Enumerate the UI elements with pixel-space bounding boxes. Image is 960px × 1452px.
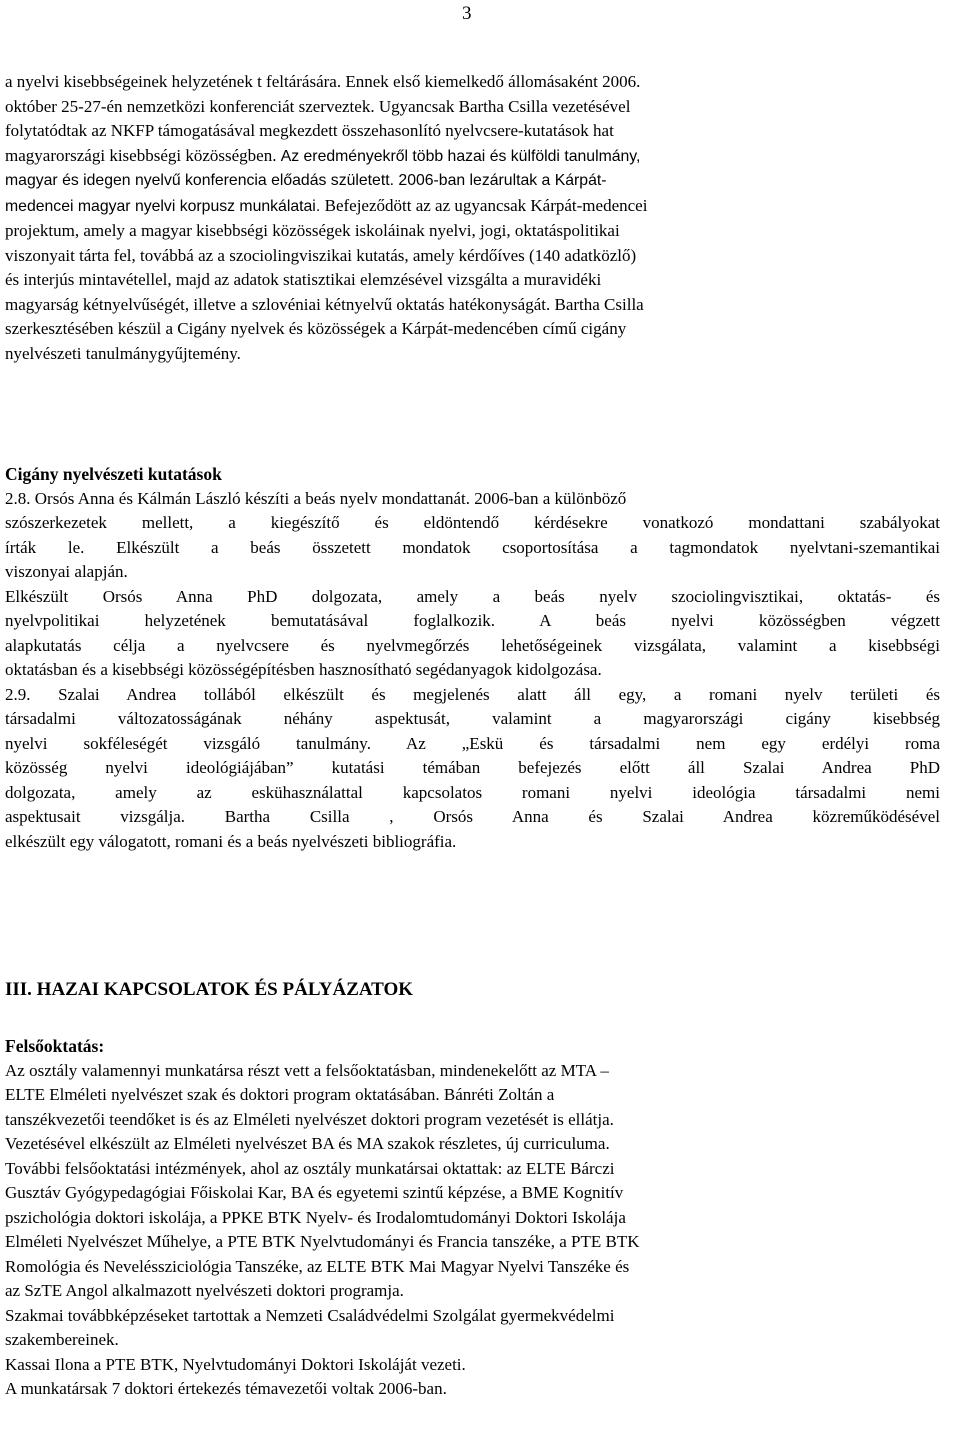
text-segment-serif: Befejeződött az az ugyancsak Kárpát-medencei [324,195,648,215]
text-line: elkészült egy válogatott, romani és a beás nyelvészeti bibliográfia. [5,831,457,851]
text-line: Elkészült Orsós Anna PhD dolgozata, amely a beás nyelv szociolingvisztikai, oktatás- és [5,586,940,606]
text-line: magyar és idegen nyelvű konferencia előadás született. 2006-ban lezárultak a Kárpát- [5,172,607,189]
text-line: Elméleti Nyelvészet Műhelye, a PTE BTK Nyelvtudományi és Francia tanszéke, a PTE BTK [5,1232,640,1251]
text-line: társadalmi változatosságának néhány aspektusát, valamint a magyarországi cigány kisebbség [5,709,940,728]
text-segment-serif: magyarországi kisebbségi közösségben. [5,145,281,165]
text-line: október 25-27-én nemzetközi konferenciát szerveztek. Ugyancsak Bartha Csilla vezetésével [5,96,631,116]
intro-paragraph [5,70,940,366]
text-line: 2.8. Orsós Anna és Kálmán László készíti a beás nyelv mondattanát. 2006-ban a különböző [5,488,627,508]
text-segment-sans: Az eredményekről több hazai és külföldi tanulmány, [280,147,641,165]
text-line: oktatásban és a kisebbségi közösségépítésben hasznosítható segédanyagok kidolgozása. [5,660,602,679]
page-number: 3 [462,3,472,24]
text-line: viszonyait tárta fel, továbbá az a szociolingviszikai kutatás, amely kérdőíves (140 adatközlő) [5,245,637,265]
text-line: További felsőoktatási intézmények, ahol az osztály munkatársai oktattak: az ELTE Bárczi [5,1158,615,1178]
section-heading: Cigány nyelvészeti kutatások [5,464,222,484]
text-line: szószerkezetek mellett, a kiegészítő és eldöntendő kérdésekre vonatkozó mondattani szabályokat [5,513,940,532]
text-line: viszonyai alapján. [5,562,128,581]
text-line: alapkutatás célja a nyelvcsere és nyelvmegőrzés lehetőségeinek vizsgálata, valamint a kisebbségi [5,635,940,655]
text-line: A munkatársak 7 doktori értekezés témavezetői voltak 2006-ban. [5,1379,447,1398]
text-line: a nyelvi kisebbségeinek helyzetének t feltárására. Ennek első kiemelkedő állomásaként 2006. [5,72,641,91]
text-line: és interjús mintavétellel, majd az adatok statisztikai elemzésével vizsgálta a muravidéki [5,270,602,289]
text-line: pszichológia doktori iskolája, a PPKE BTK Nyelv- és Irodalomtudományi Doktori Iskolája [5,1207,626,1227]
subsection-felsooktatas [5,1034,940,1402]
text-line: írták le. Elkészült a beás összetett mondatok csoportosítása a tagmondatok nyelvtani-szemantikai [5,537,940,557]
text-line: magyarság kétnyelvűségét, illetve a szlovéniai kétnyelvű oktatás hatékonyságát. Bartha Csilla [5,294,644,314]
subsection-heading: Felsőoktatás: [5,1036,105,1056]
text-line: Az osztály valamennyi munkatársa részt vett a felsőoktatásban, mindenekelőtt az MTA – [5,1060,609,1080]
text-line: Kassai Ilona a PTE BTK, Nyelvtudományi Doktori Iskoláját vezeti. [5,1354,466,1374]
text-line-mixed [5,194,940,220]
text-line: nyelvpolitikai helyzetének bemutatásával foglalkozik. A beás nyelvi közösségben végzett [5,611,940,630]
section-cigany-nyelveszet [5,462,940,854]
text-line: projektum, amely a magyar kisebbségi közösségek iskoláinak nyelvi, jogi, oktatáspolitikai [5,221,620,240]
text-line: Vezetésével elkészült az Elméleti nyelvészet BA és MA szakok részletes, új curriculuma. [5,1134,610,1153]
text-segment-sans: medencei magyar nyelvi korpusz munkálatai. [5,197,325,215]
text-line: dolgozata, amely az eskühasználattal kapcsolatos romani nyelvi ideológia társadalmi nemi [5,782,940,802]
text-line: szerkesztésében készül a Cigány nyelvek és közösségek a Kárpát-medencében című cigány [5,319,627,338]
text-line: Szakmai továbbképzéseket tartottak a Nemzeti Családvédelmi Szolgálat gyermekvédelmi [5,1305,615,1325]
text-line: Gusztáv Gyógypedagógiai Főiskolai Kar, BA és egyetemi szintű képzése, a BME Kognitív [5,1183,624,1202]
text-line: 2.9. Szalai Andrea tollából elkészült és megjelenés alatt áll egy, a romani nyelv területi és [5,684,940,704]
text-line: ELTE Elméleti nyelvészet szak és doktori program oktatásában. Bánréti Zoltán a [5,1085,555,1104]
text-line: Romológia és Neveléssziciológia Tanszéke, az ELTE BTK Mai Magyar Nyelvi Tanszéke és [5,1256,630,1276]
text-line: nyelvi sokféleségét vizsgáló tanulmány. Az „Eskü és társadalmi nem egy erdélyi roma [5,733,940,753]
text-line: közösség nyelvi ideológiájában” kutatási témában befejezés előtt áll Szalai Andrea PhD [5,758,940,777]
text-line: aspektusait vizsgálja. Bartha Csilla , Orsós Anna és Szalai Andrea közreműködésével [5,807,940,826]
section-hazai-kapcsolatok [5,977,940,1003]
text-line: az SzTE Angol alkalmazott nyelvészeti doktori programja. [5,1281,404,1300]
text-line: tanszékvezetői teendőket is és az Elméleti nyelvészet doktori program vezetését is ellátja. [5,1109,614,1129]
text-line: szakembereinek. [5,1330,119,1349]
text-line: nyelvészeti tanulmánygyűjtemény. [5,343,241,363]
text-line-mixed [5,144,940,170]
text-line: folytatódtak az NKFP támogatásával megkezdett összehasonlító nyelvcsere-kutatások hat [5,121,614,140]
chapter-heading: III. HAZAI KAPCSOLATOK ÉS PÁLYÁZATOK [5,979,414,1000]
